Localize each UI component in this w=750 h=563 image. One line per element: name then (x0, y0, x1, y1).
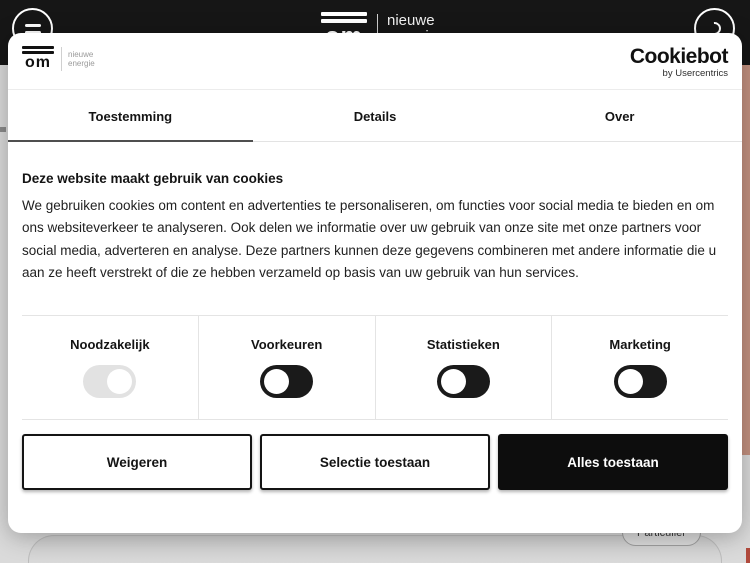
category-label: Statistieken (426, 337, 500, 353)
consent-categories (22, 315, 728, 420)
toggle-voorkeuren[interactable] (260, 365, 313, 398)
category-noodzakelijk (22, 316, 198, 419)
background-card (28, 535, 722, 563)
cookiebot-logo[interactable] (630, 43, 728, 79)
tagline-line: nieuwe (68, 50, 94, 59)
category-label: Voorkeuren (250, 337, 323, 353)
om-logo-mark (22, 46, 54, 69)
cookie-consent-dialog (8, 33, 742, 533)
tab-over[interactable]: Over (604, 109, 635, 124)
category-label: Noodzakelijk (70, 337, 150, 353)
deny-button[interactable]: Weigeren (22, 434, 252, 490)
logo-divider (61, 47, 62, 71)
dialog-actions (22, 434, 728, 490)
category-statistieken (375, 316, 552, 419)
allow-selection-button[interactable]: Selectie toestaan (260, 434, 490, 490)
logo-wordmark: om (25, 54, 51, 71)
cookiebot-wordmark: Cookiebot (629, 45, 728, 68)
background-accent (746, 548, 750, 563)
tab-details[interactable]: Details (353, 109, 397, 124)
dialog-tabs (8, 90, 742, 142)
dialog-header (8, 33, 742, 90)
toggle-knob (441, 369, 466, 394)
dialog-content (8, 171, 742, 284)
logo-bar (321, 12, 367, 16)
toggle-statistieken[interactable] (437, 365, 490, 398)
toggle-marketing[interactable] (614, 365, 667, 398)
logo-tagline (68, 46, 95, 68)
toggle-knob (264, 369, 289, 394)
hamburger-menu-icon (25, 24, 41, 27)
category-marketing (551, 316, 728, 419)
tagline-line: energie (68, 59, 95, 68)
dialog-title: Deze website maakt gebruik van cookies (22, 171, 284, 186)
toggle-knob (618, 369, 643, 394)
cookiebot-byline: by Usercentrics (662, 68, 728, 79)
logo-bar (22, 46, 54, 49)
category-voorkeuren (198, 316, 375, 419)
toggle-knob (107, 369, 132, 394)
toggle-noodzakelijk (83, 365, 136, 398)
dialog-brand-logo (22, 43, 95, 71)
tab-toestemming[interactable]: Toestemming (8, 90, 253, 141)
tagline-line: nieuwe (387, 12, 435, 29)
category-label: Marketing (609, 337, 671, 353)
dialog-description: We gebruiken cookies om content en advertenties te personaliseren, om functies voor social media te bieden en om ons websiteverkeer te analyseren. Ook delen we informatie over uw gebruik van onze site met onze partners voor social media, adverteren en analyse. Deze partners kunnen deze gegevens combineren met andere informatie die u aan ze heeft verstrekt of die ze hebben verzameld op basis van uw gebruik van hun services. (22, 198, 717, 280)
background-artifact (0, 127, 6, 132)
allow-all-button[interactable]: Alles toestaan (498, 434, 728, 490)
